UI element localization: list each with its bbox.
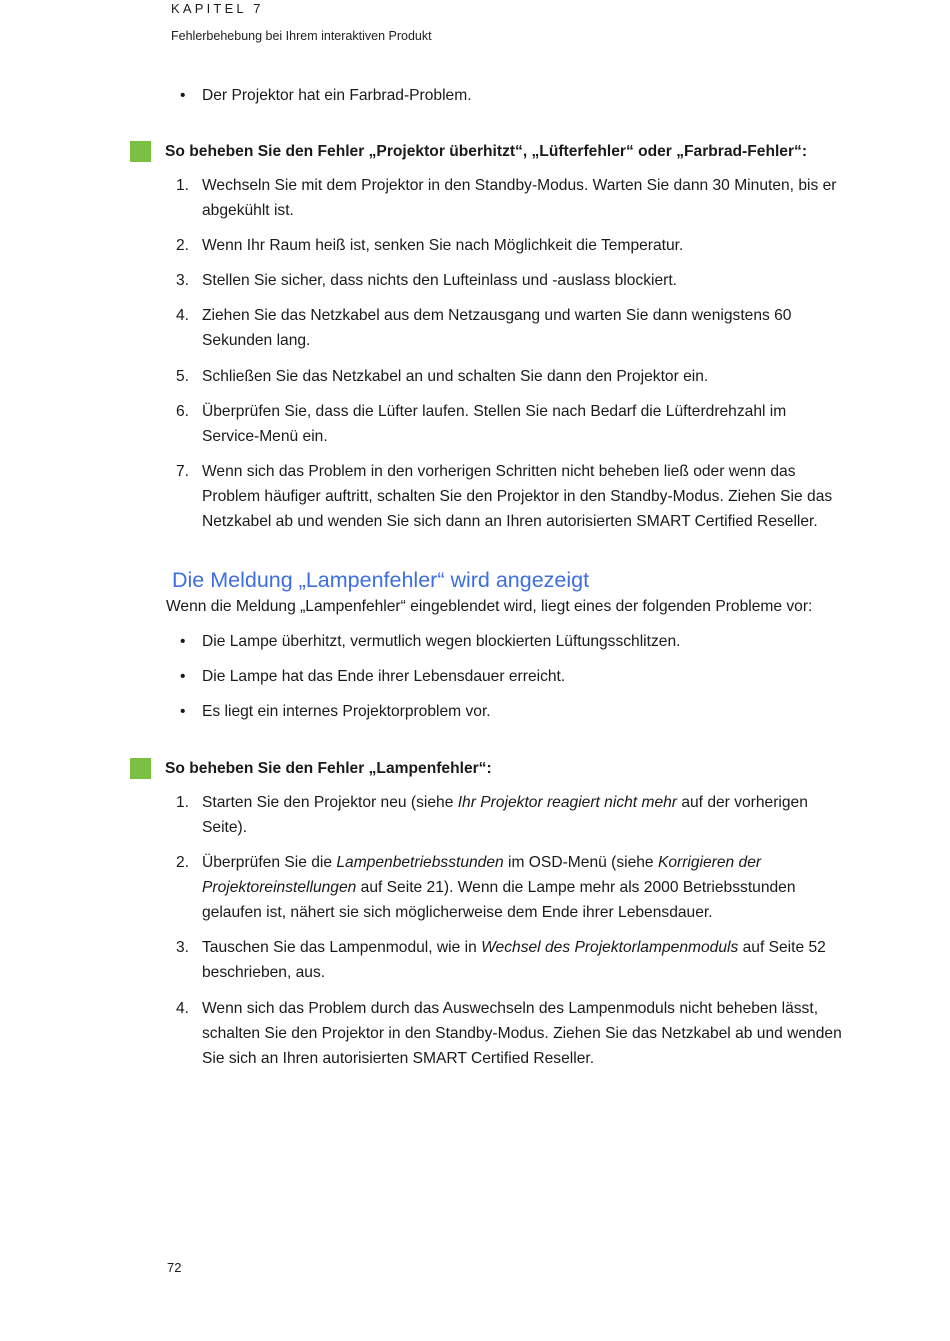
step-text-run: auf der vorherigen (676, 794, 808, 811)
list-item-text: Die Lampe überhitzt, vermutlich wegen blockierten Lüftungsschlitzen. (202, 633, 681, 650)
step-text (202, 268, 862, 293)
step-number: 3. (176, 272, 190, 289)
step-line: Sie sich an Ihren autorisierten SMART Certified Reseller. (202, 1050, 595, 1067)
step-number: 3. (176, 939, 190, 956)
step-text-run: im OSD-Menü (siehe (503, 854, 658, 871)
menu-term: Lampenbetriebsstunden (336, 854, 504, 871)
step-text (202, 303, 862, 353)
procedure-title: So beheben Sie den Fehler „Lampenfehler“: (165, 760, 492, 777)
step-line: Netzkabel ab und wenden Sie sich dann an Ihren autorisierten SMART Certified Reseller. (202, 513, 818, 530)
bullet-icon: • (180, 633, 186, 650)
list-item-text: Der Projektor hat ein Farbrad-Problem. (202, 87, 472, 104)
step-number: 5. (176, 368, 190, 385)
step-line: Sekunden lang. (202, 332, 311, 349)
step-text (202, 935, 862, 985)
step-line: abgekühlt ist. (202, 202, 294, 219)
page-header (171, 0, 432, 44)
step-line: gelaufen ist, nähert sie sich möglicherweise dem Ende ihrer Lebensdauer. (202, 904, 713, 921)
step-line: Wenn Ihr Raum heiß ist, senken Sie nach Möglichkeit die Temperatur. (202, 237, 684, 254)
procedure-marker-icon (130, 758, 151, 779)
cross-reference-link[interactable]: Projektoreinstellungen (202, 879, 357, 896)
step-number: 1. (176, 177, 190, 194)
list-item-text: Die Lampe hat das Ende ihrer Lebensdauer erreicht. (202, 668, 566, 685)
step-text-run: auf Seite 52 (738, 939, 826, 956)
procedure-title: So beheben Sie den Fehler „Projektor überhitzt“, „Lüfterfehler“ oder „Farbrad-Fehler“: (165, 143, 808, 160)
cross-reference-link[interactable]: Wechsel des Projektorlampenmoduls (481, 939, 739, 956)
step-number: 4. (176, 1000, 190, 1017)
bullet-icon: • (180, 87, 186, 104)
step-line: Ziehen Sie das Netzkabel aus dem Netzausgang und warten Sie dann wenigstens 60 (202, 307, 792, 324)
step-text-run: auf Seite 21). Wenn die Lampe mehr als 2000 Betriebsstunden (356, 879, 796, 896)
step-text (202, 173, 862, 223)
step-text (202, 233, 862, 258)
step-line: Problem häufiger auftritt, schalten Sie den Projektor in den Standby-Modus. Ziehen Sie das (202, 488, 833, 505)
step-number: 4. (176, 307, 190, 324)
bullet-icon: • (180, 668, 186, 685)
step-text (202, 399, 862, 449)
step-line: Seite). (202, 819, 248, 836)
step-line: Wenn sich das Problem durch das Auswechseln des Lampenmoduls nicht beheben lässt, (202, 1000, 819, 1017)
step-text-run: Starten Sie den Projektor neu (siehe (202, 794, 458, 811)
step-line: Überprüfen Sie, dass die Lüfter laufen. Stellen Sie nach Bedarf die Lüfterdrehzahl im (202, 403, 787, 420)
step-line: beschrieben, aus. (202, 964, 326, 981)
step-number: 7. (176, 463, 190, 480)
step-line: Stellen Sie sicher, dass nichts den Lufteinlass und -auslass blockiert. (202, 272, 677, 289)
step-line: Schließen Sie das Netzkabel an und schalten Sie dann den Projektor ein. (202, 368, 709, 385)
step-line: Wechseln Sie mit dem Projektor in den Standby-Modus. Warten Sie dann 30 Minuten, bis er (202, 177, 837, 194)
section-title: Die Meldung „Lampenfehler“ wird angezeigt (172, 568, 590, 592)
step-line: Service-Menü ein. (202, 428, 328, 445)
step-text (202, 850, 862, 925)
step-line (202, 850, 862, 875)
list-item-text: Es liegt ein internes Projektorproblem vor. (202, 703, 491, 720)
procedure-marker-icon (130, 141, 151, 162)
step-line (202, 790, 862, 815)
step-text (202, 996, 862, 1071)
step-line (202, 935, 862, 960)
section-intro: Wenn die Meldung „Lampenfehler“ eingeblendet wird, liegt eines der folgenden Probleme vor: (166, 598, 813, 615)
cross-reference-link[interactable]: Korrigieren der (657, 854, 762, 871)
step-line: schalten Sie den Projektor in den Standby-Modus. Ziehen Sie das Netzkabel ab und wenden (202, 1025, 842, 1042)
step-number: 6. (176, 403, 190, 420)
step-number: 1. (176, 794, 190, 811)
step-number: 2. (176, 237, 190, 254)
step-text-run: Tauschen Sie das Lampenmodul, wie in (202, 939, 482, 956)
bullet-icon: • (180, 703, 186, 720)
chapter-label: KAPITEL 7 (171, 1, 264, 16)
step-line (202, 875, 862, 900)
step-number: 2. (176, 854, 190, 871)
cross-reference-link[interactable]: Ihr Projektor reagiert nicht mehr (457, 794, 677, 811)
page-number: 72 (167, 1260, 182, 1275)
chapter-subtitle: Fehlerbehebung bei Ihrem interaktiven Produkt (171, 29, 432, 43)
step-line: Wenn sich das Problem in den vorherigen Schritten nicht beheben ließ oder wenn das (202, 463, 796, 480)
step-text-run: Überprüfen Sie die (202, 854, 337, 871)
step-text (202, 364, 862, 389)
step-text (202, 459, 862, 534)
step-text (202, 790, 862, 840)
